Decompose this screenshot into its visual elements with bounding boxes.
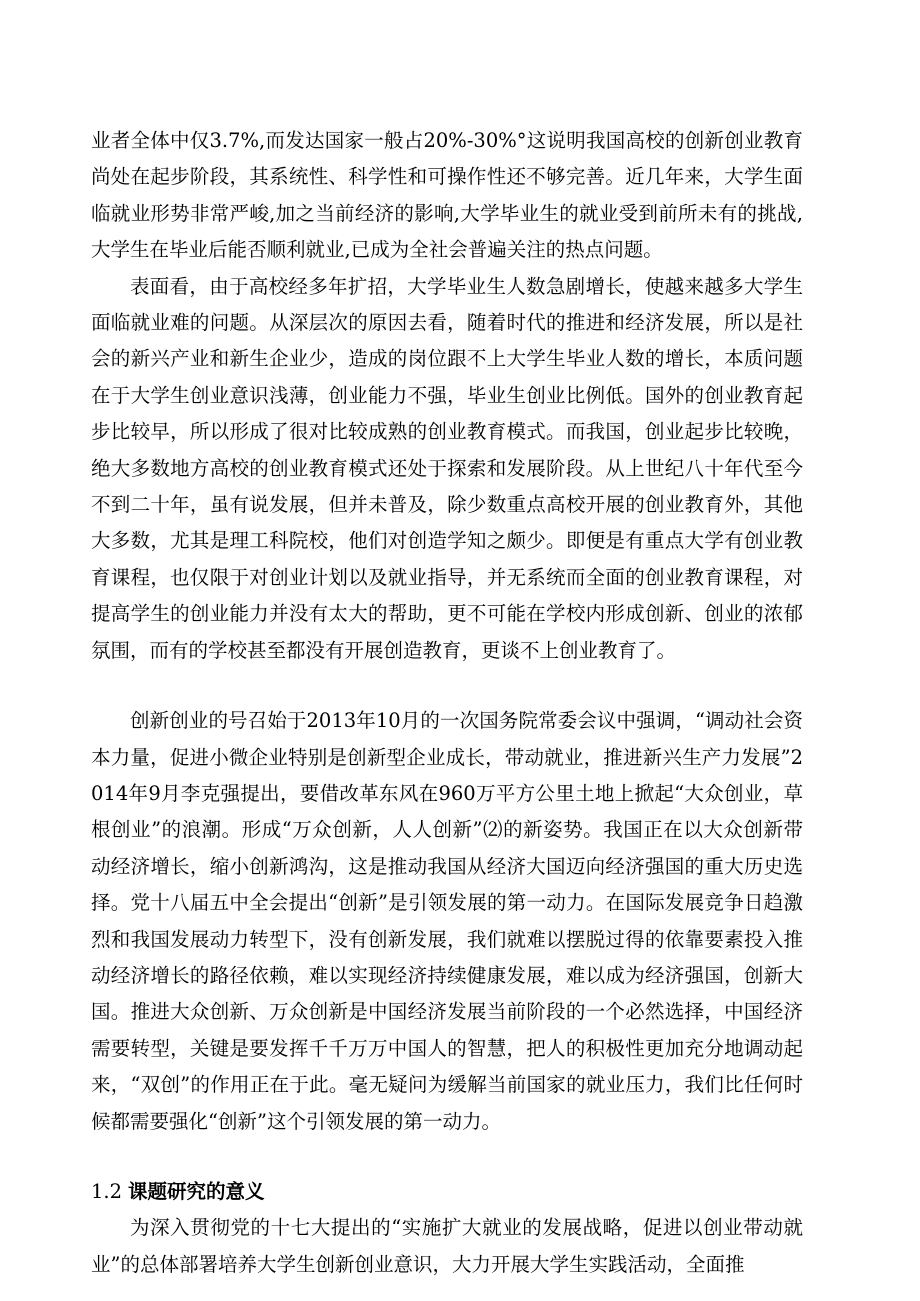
body-paragraph-1: 业者全体中仅3.7%,而发达国家一般占20%-30%°这说明我国高校的创新创业教育尚处在起步阶段，其系统性、科学性和可操作性还不够完善。近几年来，大学生面临就业形势非常严峻,加之当前经济的影响,大学毕业生的就业受到前所未有的挑战,大学生在毕业后能否顺利就业,已成为全社会普遍关注的热点问题。 [91,129,803,262]
section-paragraph-1: 为深入贯彻党的十七大提出的“实施扩大就业的发展战略，促进以创业带动就业”的总体部署培养大学生创新创业意识，大力开展大学生实践活动，全面推 [91,1216,803,1276]
section-number: 1.2 [91,1179,123,1203]
body-paragraph-2: 表面看，由于高校经多年扩招，大学毕业生人数急剧增长，使越来越多大学生面临就业难的问题。从深层次的原因去看，随着时代的推进和经济发展，所以是社会的新兴产业和新生企业少，造成的岗位跟不上大学生毕业人数的增长，本质问题在于大学生创业意识浅薄，创业能力不强，毕业生创业比例低。国外的创业教育起步比较早，所以形成了很对比较成熟的创业教育模式。而我国，创业起步比较晚，绝大多数地方高校的创业教育模式还处于探索和发展阶段。从上世纪八十年代至今不到二十年，虽有说发展，但并未普及，除少数重点高校开展的创业教育外，其他大多数，尤其是理工科院校，他们对创造学知之颇少。即便是有重点大学有创业教育课程，也仅限于对创业计划以及就业指导，并无系统而全面的创业教育课程，对提高学生的创业能力并没有太大的帮助，更不可能在学校内形成创新、创业的浓郁氛围，而有的学校甚至都没有开展创造教育，更谈不上创业教育了。 [91,274,803,662]
document-page [91,123,803,1283]
body-paragraph-3: 创新创业的号召始于2013年10月的一次国务院常委会议中强调，“调动社会资本力量，促进小微企业特别是创新型企业成长，带动就业，推进新兴生产力发展”2014年9月李克强提出，要借改革东风在960万平方公里土地上掀起“大众创业，草根创业”的浪潮。形成“万众创新，人人创新”⑵的新姿势。我国正在以大众创新带动经济增长，缩小创新鸿沟，这是推动我国从经济大国迈向经济强国的重大历史选择。党十八届五中全会提出“创新”是引领发展的第一动力。在国际发展竞争日趋激烈和我国发展动力转型下，没有创新发展，我们就难以摆脱过得的依靠要素投入推动经济增长的路径依赖，难以实现经济持续健康发展，难以成为经济强国，创新大国。推进大众创新、万众创新是中国经济发展当前阶段的一个必然选择，中国经济需要转型，关键是要发挥千千万万中国人的智慧，把人的积极性更加充分地调动起来，“双创”的作用正在于此。毫无疑问为缓解当前国家的就业压力，我们比任何时候都需要强化“创新”这个引领发展的第一动力。 [91,709,803,1133]
section-heading [91,1174,803,1210]
section-title: 课题研究的意义 [128,1179,265,1203]
